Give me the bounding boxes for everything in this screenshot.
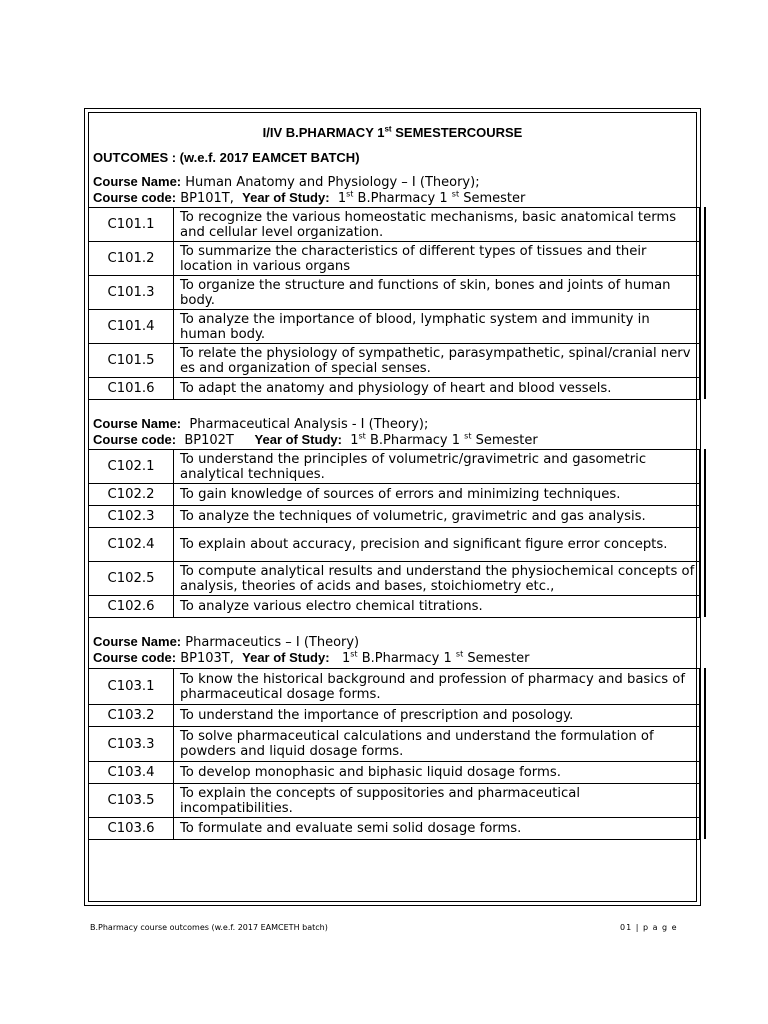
outcome-text: To analyze the importance of blood, lymphatic system and immunity in human body.: [174, 310, 700, 344]
course-2-name-line: Course Name: Pharmaceutical Analysis - I (Theory);: [93, 416, 429, 432]
table-row: [89, 562, 700, 596]
outcome-text: To understand the principles of volumetric/gravimetric and gasometric analytical techniques.: [174, 450, 700, 484]
outcome-code: C102.6: [89, 596, 174, 618]
table-1-right-rule: [704, 207, 706, 399]
outcome-code: C101.4: [89, 310, 174, 344]
outcome-code: C101.3: [89, 276, 174, 310]
outcome-code: C102.2: [89, 484, 174, 506]
outcomes-heading: OUTCOMES : (w.e.f. 2017 EAMCET BATCH): [93, 150, 360, 165]
outcome-code: C101.1: [89, 208, 174, 242]
table-row: [89, 762, 700, 784]
outcome-text: To analyze various electro chemical titrations.: [174, 596, 700, 618]
table-row: [89, 818, 700, 840]
table-row: [89, 484, 700, 506]
outcome-text: To summarize the characteristics of different types of tissues and their location in various organs: [174, 242, 700, 276]
document-title: I/IV B.PHARMACY 1st SEMESTERCOURSE: [262, 124, 523, 140]
course-2-code-line: Course code: BP102T Year of Study: 1st B.Pharmacy 1 $^{st}$ Semester: [93, 431, 538, 448]
outcome-text: To know the historical background and profession of pharmacy and basics of pharmaceutical dosage forms.: [174, 669, 700, 705]
course-3-name-line: Course Name: Pharmaceutics – I (Theory): [93, 634, 360, 650]
table-row: [89, 669, 700, 705]
table-row: [89, 528, 700, 562]
table-row: [89, 310, 700, 344]
course-1-name-line: Course Name: Human Anatomy and Physiology – I (Theory);: [93, 174, 480, 190]
outcome-code: C101.6: [89, 378, 174, 400]
outcome-text: To solve pharmaceutical calculations and understand the formulation of powders and liquid dosage forms.: [174, 727, 700, 762]
table-row: [89, 276, 700, 310]
table-row: [89, 727, 700, 762]
table-row: [89, 506, 700, 528]
table-row: [89, 208, 700, 242]
outcome-code: C101.5: [89, 344, 174, 378]
table-row: [89, 344, 700, 378]
outcome-code: C102.5: [89, 562, 174, 596]
outcome-text: To recognize the various homeostatic mechanisms, basic anatomical terms and cellular level organization.: [174, 208, 700, 242]
table-row: [89, 450, 700, 484]
table-row: [89, 378, 700, 400]
outcome-code: C103.5: [89, 784, 174, 818]
outcome-text: To explain the concepts of suppositories and pharmaceutical incompatibilities.: [174, 784, 700, 818]
outcome-text: To develop monophasic and biphasic liquid dosage forms.: [174, 762, 700, 784]
outcome-text: To understand the importance of prescription and posology.: [174, 705, 700, 727]
outcome-code: C103.4: [89, 762, 174, 784]
outcome-text: To analyze the techniques of volumetric, gravimetric and gas analysis.: [174, 506, 700, 528]
course-1-outcomes-table: [88, 207, 700, 400]
course-2-outcomes-table: [88, 449, 700, 618]
outcome-code: C103.6: [89, 818, 174, 840]
outcome-code: C103.2: [89, 705, 174, 727]
page-number: 01 | p a g e: [620, 923, 678, 932]
table-3-right-rule: [704, 668, 706, 839]
table-row: [89, 596, 700, 618]
outcome-text: To formulate and evaluate semi solid dosage forms.: [174, 818, 700, 840]
outcome-code: C102.1: [89, 450, 174, 484]
course-3-outcomes-table: [88, 668, 700, 840]
outcome-text: To adapt the anatomy and physiology of heart and blood vessels.: [174, 378, 700, 400]
outcome-text: To explain about accuracy, precision and significant figure error concepts.: [174, 528, 700, 562]
course-1-code-line: Course code: BP101T, Year of Study: 1st B.Pharmacy 1 $^{st}$ Semester: [93, 189, 526, 206]
outcome-code: C102.4: [89, 528, 174, 562]
outcome-text: To gain knowledge of sources of errors and minimizing techniques.: [174, 484, 700, 506]
footer-caption: B.Pharmacy course outcomes (w.e.f. 2017 EAMCETH batch): [90, 923, 328, 932]
outcome-code: C102.3: [89, 506, 174, 528]
table-row: [89, 705, 700, 727]
table-row: [89, 242, 700, 276]
outcome-text: To relate the physiology of sympathetic, parasympathetic, spinal/cranial nerv es and organization of special senses.: [174, 344, 700, 378]
table-2-right-rule: [704, 449, 706, 617]
table-row: [89, 784, 700, 818]
course-3-code-line: Course code: BP103T, Year of Study: 1st B.Pharmacy 1 $^{st}$ Semester: [93, 649, 530, 666]
outcome-code: C101.2: [89, 242, 174, 276]
outcome-code: C103.1: [89, 669, 174, 705]
outcome-code: C103.3: [89, 727, 174, 762]
outcome-text: To compute analytical results and understand the physiochemical concepts of analysis, theories of acids and bases, stoichiometry etc.,: [174, 562, 700, 596]
outcome-text: To organize the structure and functions of skin, bones and joints of human body.: [174, 276, 700, 310]
